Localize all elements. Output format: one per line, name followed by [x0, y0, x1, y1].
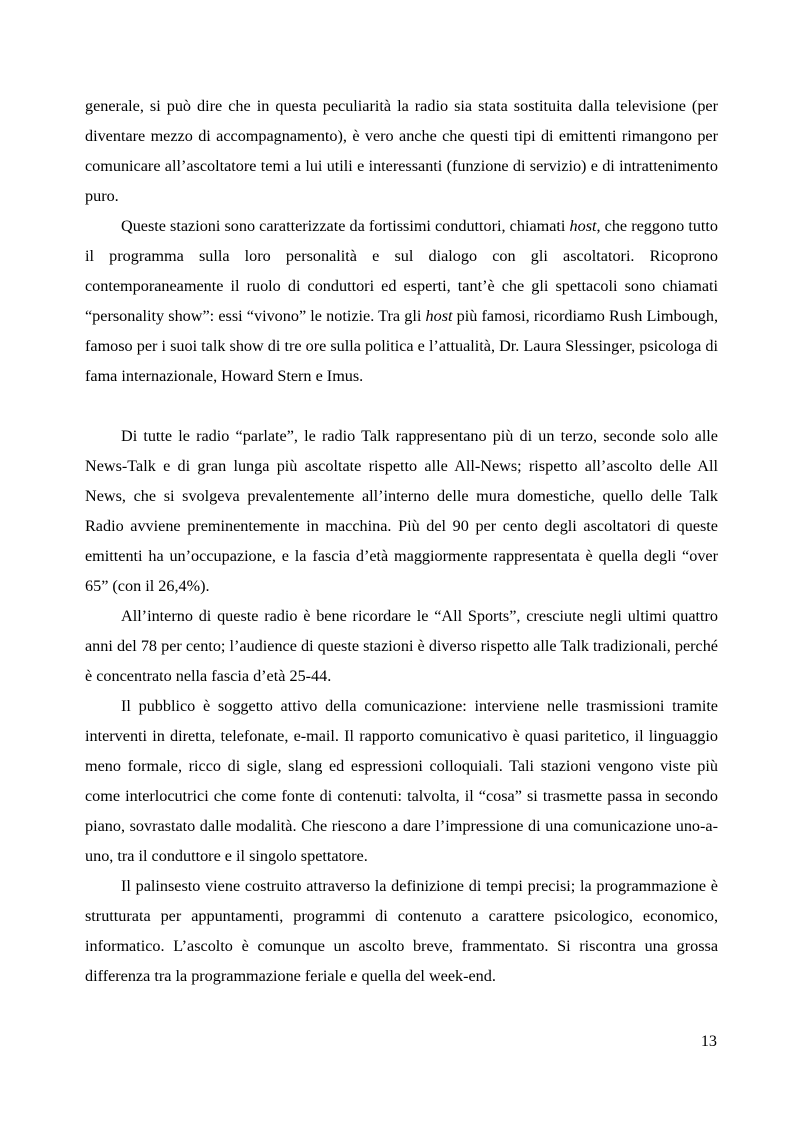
paragraph-continuation: generale, si può dire che in questa peculiarità la radio sia stata sostituita dalla televisione (per diventare mezzo di accompagnamento), è vero anche che questi tipi di emittenti rimangono per comunicare all’ascoltatore temi a lui utili e interessanti (funzione di servizio) e di intrattenimento puro. — [85, 97, 718, 205]
paragraph-text: Queste stazioni sono caratterizzate da fortissimi conduttori, chiamati — [121, 217, 570, 235]
paragraph-active-public: Il pubblico è soggetto attivo della comunicazione: interviene nelle trasmissioni tramite interventi in diretta, telefonate, e-mail. Il rapporto comunicativo è quasi paritetico, il linguaggio meno formale, ricco di sigle, slang ed espressioni colloquiali. Tali stazioni vengono viste più come interlocutrici che come fonte di contenuti: talvolta, il “cosa” si trasmette passa in secondo piano, sovrastato dalle modalità. Che riescono a dare l’impressione di una comunicazione uno-a-uno, tra il conduttore e il singolo spettatore. — [85, 697, 718, 865]
paragraph-talk-radio-audience: Di tutte le radio “parlate”, le radio Talk rappresentano più di un terzo, seconde solo alle News-Talk e di gran lunga più ascoltate rispetto alle All-News; rispetto all’ascolto delle All News, che si svolgeva prevalentemente all’interno delle mura domestiche, quello delle Talk Radio avviene preminentemente in macchina. Più del 90 per cento degli ascoltatori di queste emittenti ha un’occupazione, e la fascia d’età maggiormente rappresentata è quella degli “over 65” (con il 26,4%). — [85, 427, 718, 595]
paragraph-all-sports: All’interno di queste radio è bene ricordare le “All Sports”, cresciute negli ultimi quattro anni del 78 per cento; l’audience di queste stazioni è diverso rispetto alle Talk tradizionali, perché è concentrato nella fascia d’età 25-44. — [85, 607, 718, 685]
italic-term-host: host — [425, 307, 453, 325]
paragraph-schedule: Il palinsesto viene costruito attraverso la definizione di tempi precisi; la programmazione è strutturata per appuntamenti, programmi di contenuto a carattere psicologico, economico, informatico. L’ascolto è comunque un ascolto breve, frammentato. Si riscontra una grossa differenza tra la programmazione feriale e quella del week-end. — [85, 877, 718, 985]
paragraph-text: , che reggono tutto il programma sulla loro personalità e sul dialogo con gli ascoltatori. Ricoprono contemporaneamente il ruolo di conduttori ed esperti, tant’è che gli spettacoli sono chiamati “personality show”: essi “vivono” le notizie. Tra gli — [85, 217, 719, 325]
paragraph-host-stations — [85, 211, 718, 391]
italic-term-host: host — [569, 217, 597, 235]
paragraph-spacer — [85, 391, 718, 421]
document-page — [85, 91, 718, 991]
page-number: 13 — [700, 1032, 717, 1050]
paragraph-text: più famosi, ricordiamo Rush Limbough, famoso per i suoi talk show di tre ore sulla politica e l’attualità, Dr. Laura Slessinger, psicologa di fama internazionale, Howard Stern e Imus. — [85, 307, 718, 385]
